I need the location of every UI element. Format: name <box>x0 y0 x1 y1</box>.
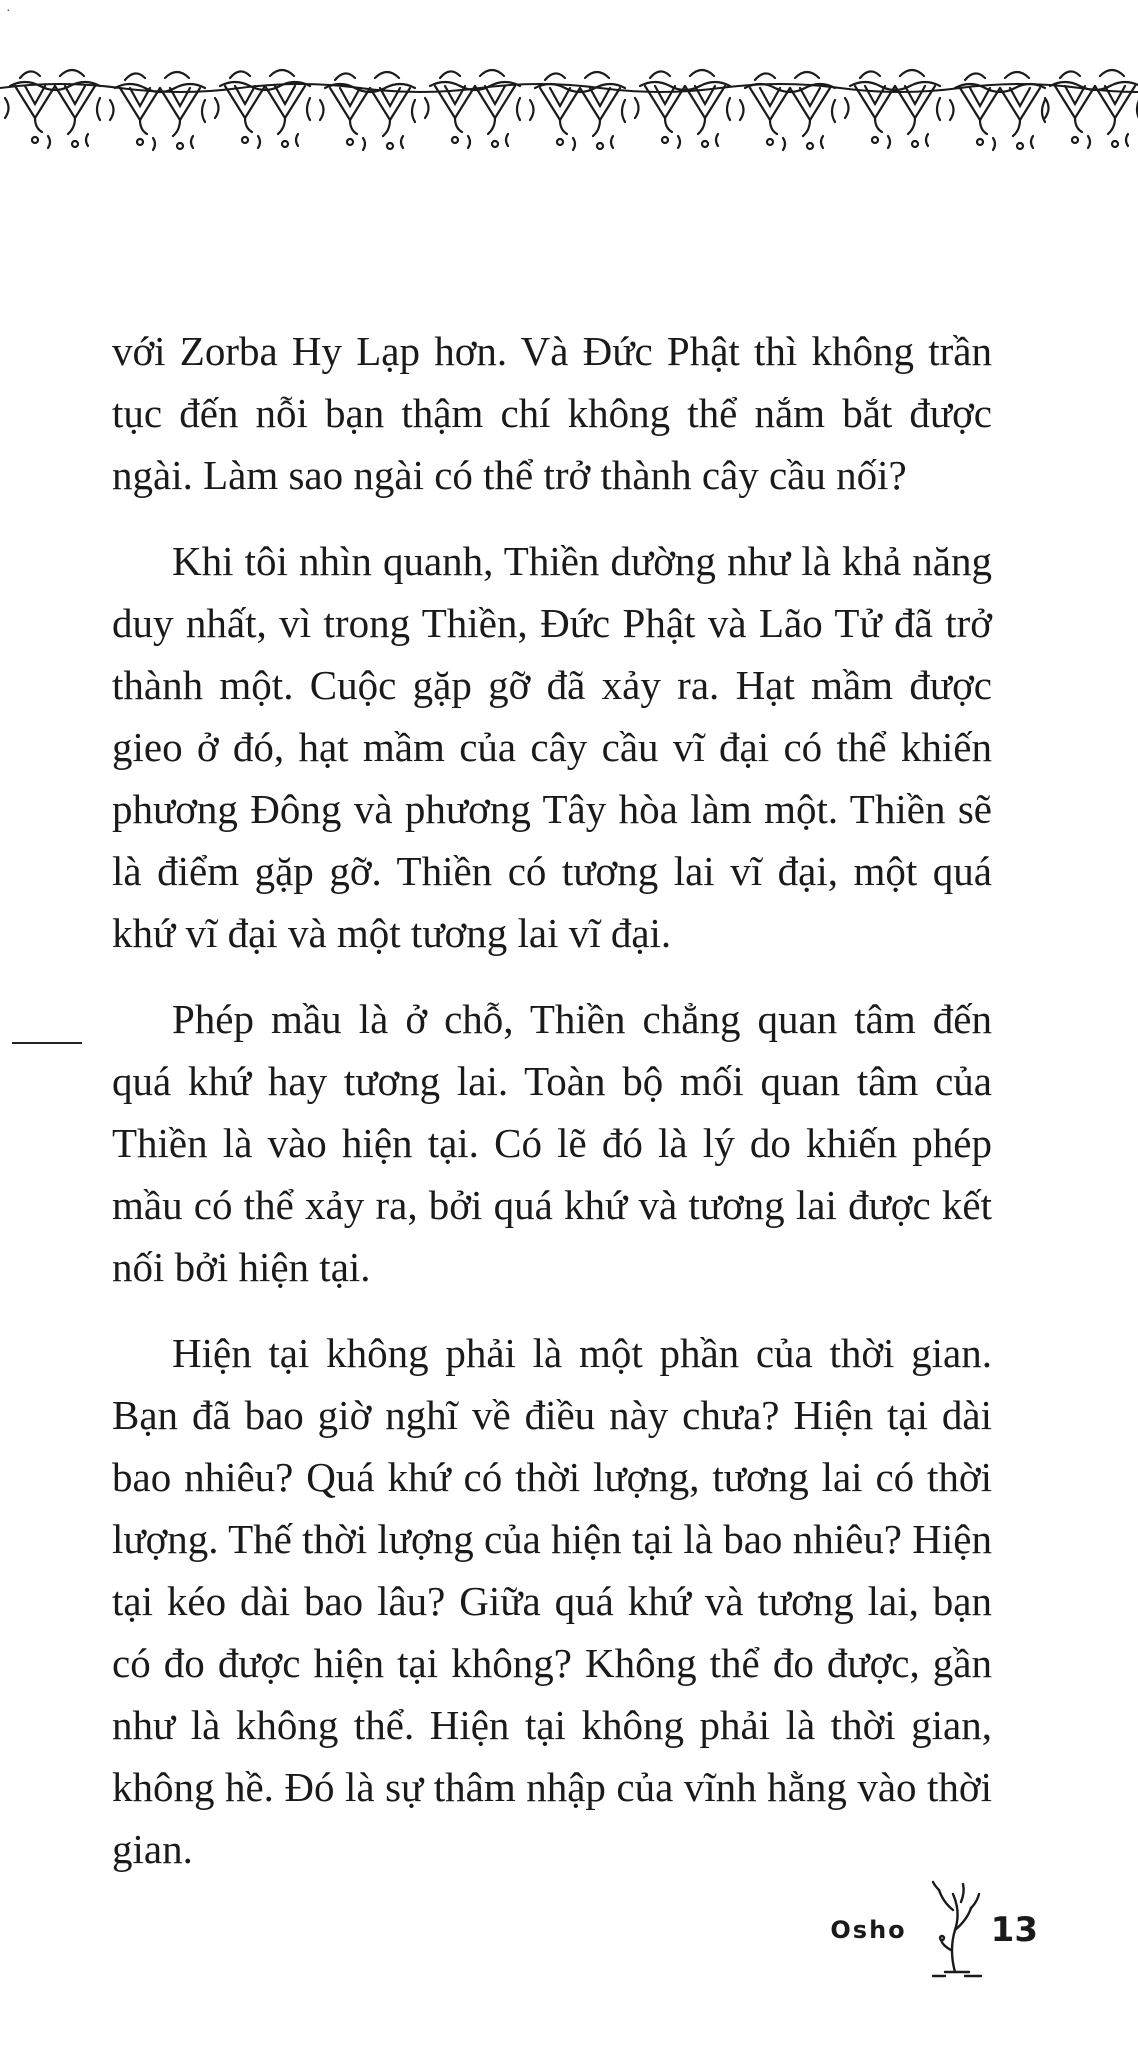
author-name: Osho <box>830 1916 907 1944</box>
corner-mark: · <box>6 4 11 19</box>
margin-dash <box>12 1042 82 1044</box>
tree-icon <box>915 1880 987 1980</box>
page-number: 13 <box>990 1910 1038 1950</box>
paragraph-1: với Zorba Hy Lạp hơn. Và Đức Phật thì không trần tục đến nỗi bạn thậm chí không thể nắm bắt được ngài. Làm sao ngài có thể trở thành cây cầu nối? <box>112 328 992 498</box>
ornament-border-icon <box>0 48 1138 168</box>
paragraph-2: Khi tôi nhìn quanh, Thiền dường như là khả năng duy nhất, vì trong Thiền, Đức Phật và Lão Tử đã trở thành một. Cuộc gặp gỡ đã xảy ra. Hạt mầm được gieo ở đó, hạt mầm của cây cầu vĩ đại có thể khiến phương Đông và phương Tây hòa làm một. Thiền sẽ là điểm gặp gỡ. Thiền có tương lai vĩ đại, một quá khứ vĩ đại và một tương lai vĩ đại. <box>112 538 992 956</box>
body-text <box>112 320 992 1880</box>
page-footer <box>830 1880 1038 1980</box>
paragraph-3: Phép mầu là ở chỗ, Thiền chẳng quan tâm đến quá khứ hay tương lai. Toàn bộ mối quan tâm của Thiền là vào hiện tại. Có lẽ đó là lý do khiến phép mầu có thể xảy ra, bởi quá khứ và tương lai được kết nối bởi hiện tại. <box>112 996 992 1290</box>
paragraph-4: Hiện tại không phải là một phần của thời gian. Bạn đã bao giờ nghĩ về điều này chưa? Hiện tại dài bao nhiêu? Quá khứ có thời lượng, tương lai có thời lượng. Thế thời lượng của hiện tại là bao nhiêu? Hiện tại kéo dài bao lâu? Giữa quá khứ và tương lai, bạn có đo được hiện tại không? Không thể đo được, gần như là không thể. Hiện tại không phải là thời gian, không hề. Đó là sự thâm nhập của vĩnh hằng vào thời gian. <box>112 1330 992 1872</box>
